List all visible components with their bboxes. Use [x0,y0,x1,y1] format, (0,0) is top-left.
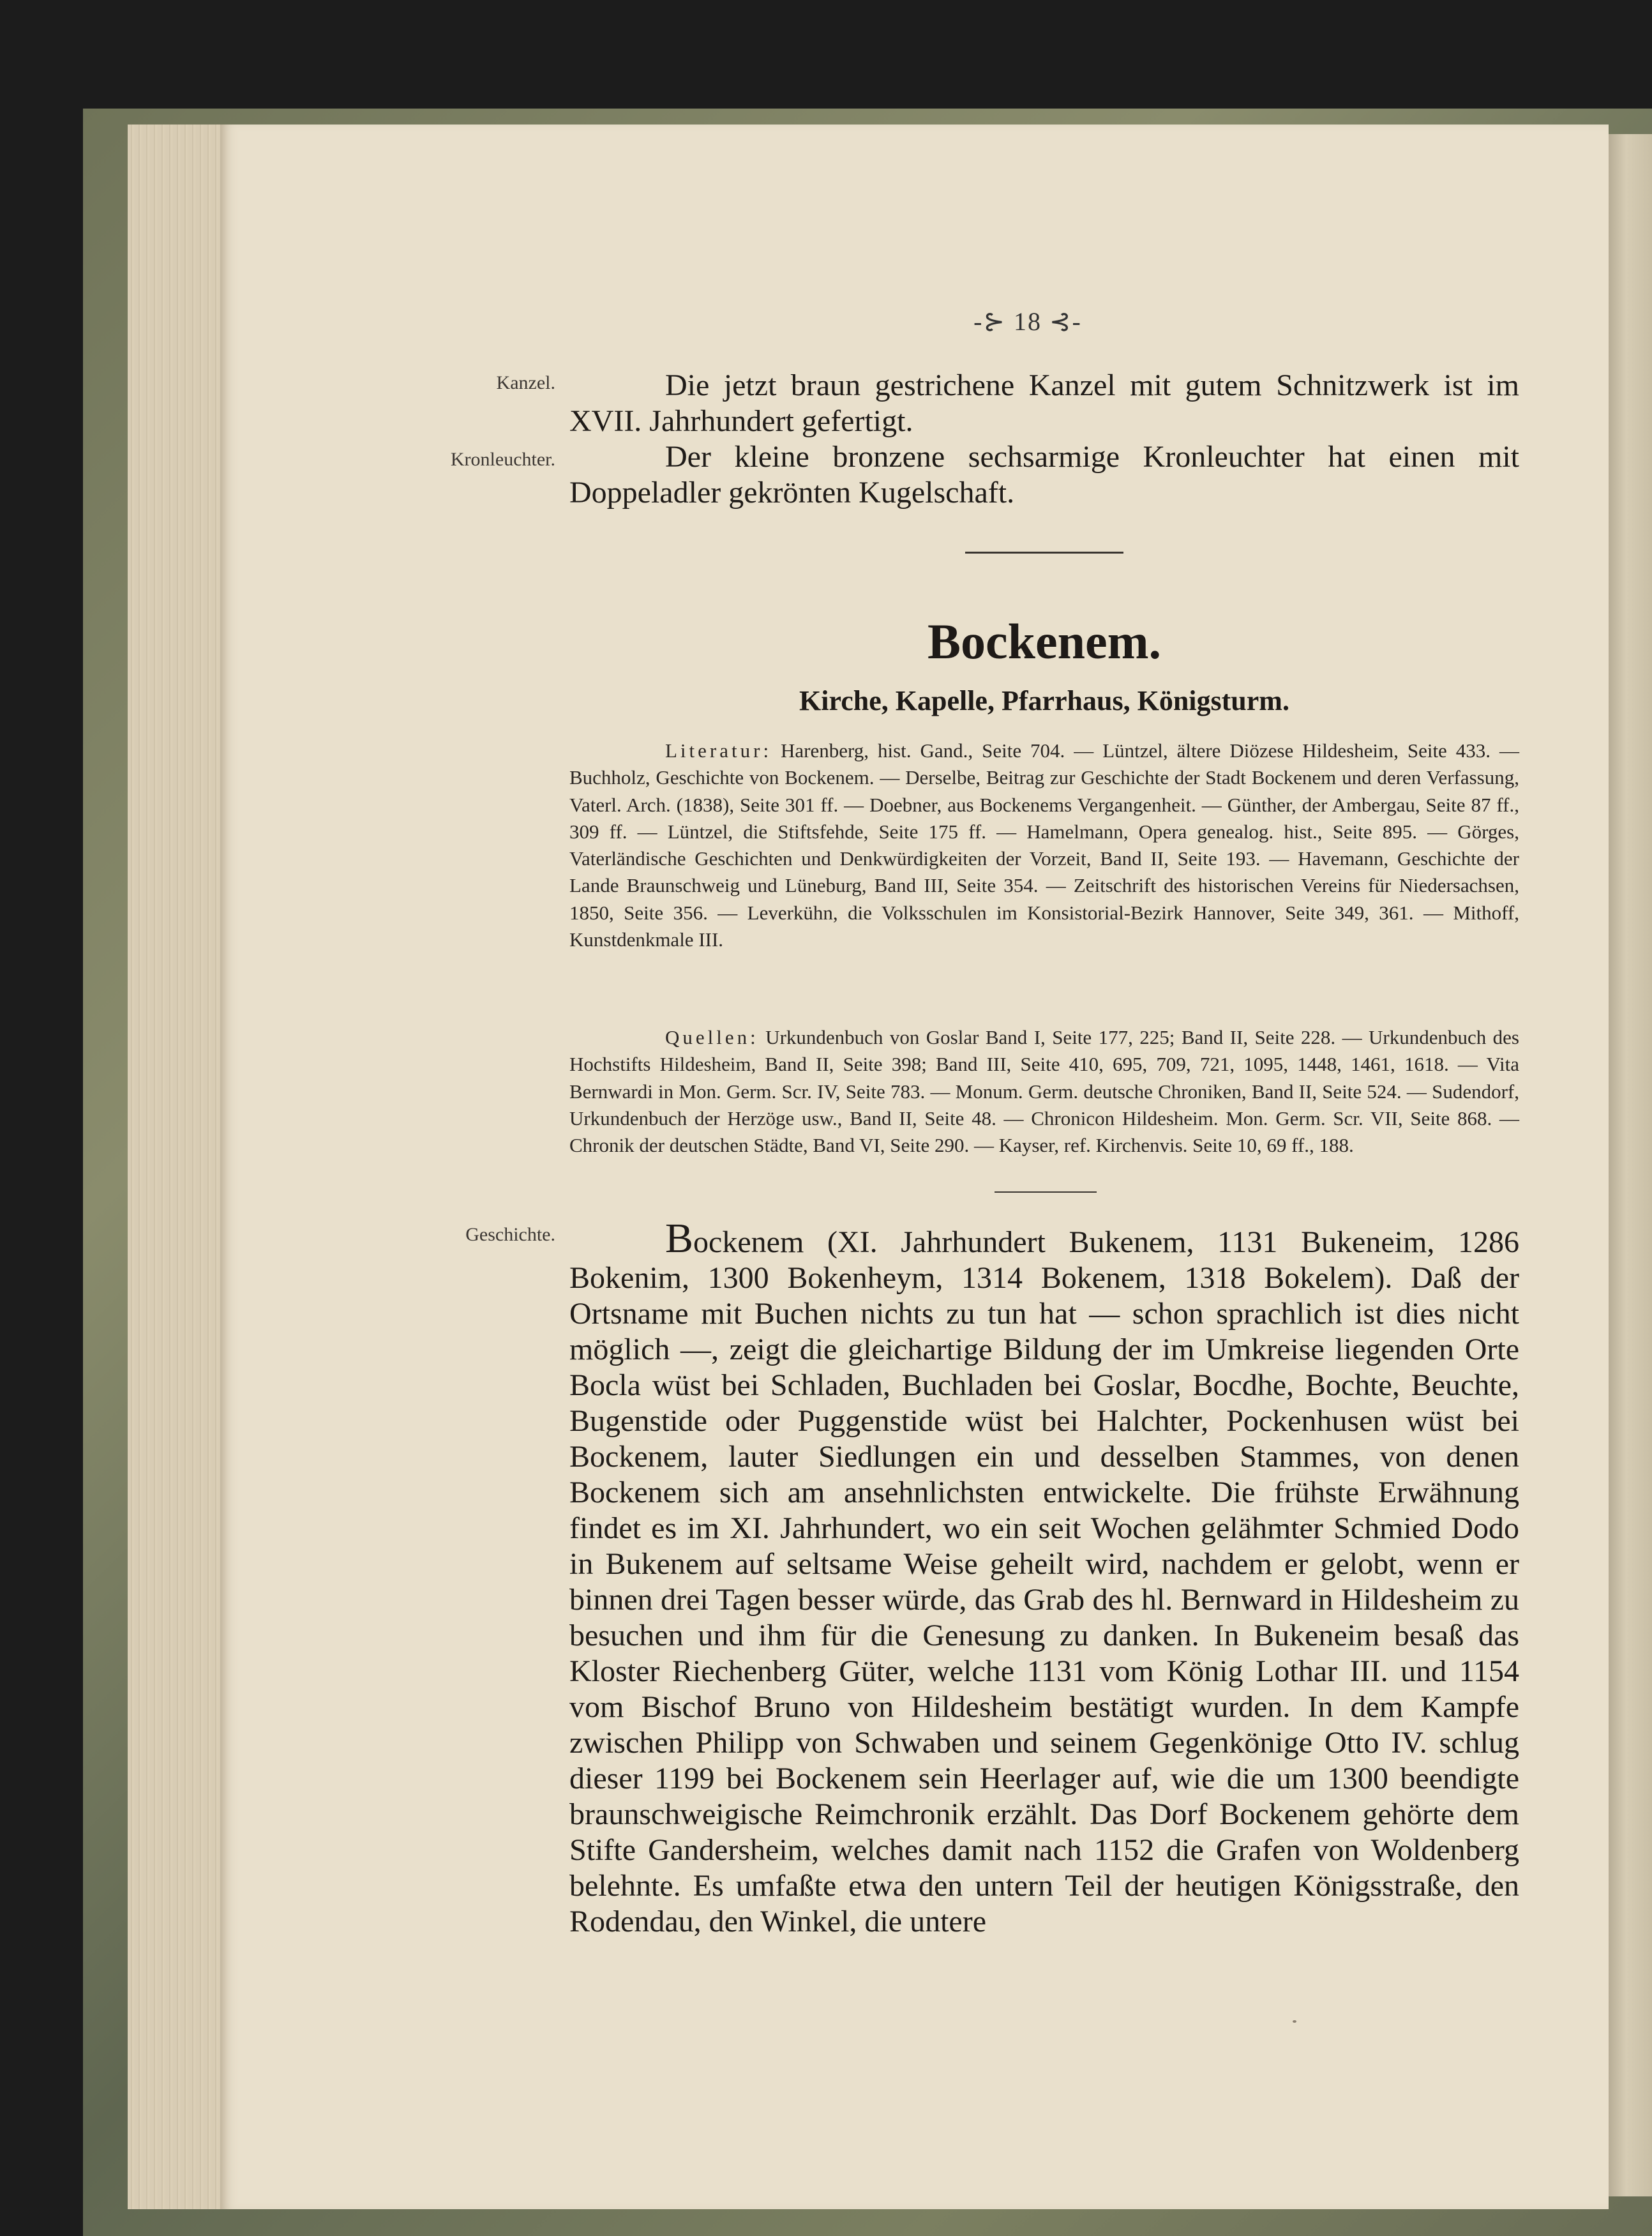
facing-page-edge [1609,134,1652,2196]
section-title: Bockenem. [927,614,1162,669]
section-divider [965,552,1123,554]
literature-text: Harenberg, hist. Gand., Seite 704. — Lüntzel, ältere Diözese Hildesheim, Seite 433. — Buchholz, Geschichte von Bockenem. — Derselbe, Beitrag zur Geschichte der Stadt Bockenem und deren Verfassung, Vaterl. Arch. (1838), Seite 301 ff. — Doebner, aus Bockenems Vergangenheit. — Günther, der Ambergau, Seite 87 ff., 309 ff. — Lüntzel, die Stiftsfehde, Seite 175 ff. — Hamelmann, Opera genealog. hist., Seite 895. — Görges, Vaterländische Geschichten und Denkwürdigkeiten der Vorzeit, Band II, Seite 193. — Havemann, Geschichte der Lande Braunschweig und Lüneburg, Band III, Seite 354. — Zeitschrift des historischen Vereins für Niedersachsen, 1850, Seite 356. — Leverkühn, die Volksschulen im Konsistorial-Bezirk Hannover, Seite 349, 361. — Mithoff, Kunstdenkmale III. [569,739,1519,951]
sources-divider [995,1191,1097,1193]
paper-speck [1293,2020,1296,2023]
margin-note-geschichte: Geschichte. [465,1224,555,1245]
sources-paragraph [569,1024,1519,1159]
paragraph-kanzel [569,368,1519,439]
history-initial: B [665,1215,694,1262]
literature-paragraph [569,737,1519,953]
sources-block [569,1024,1519,1159]
sources-label: Quellen: [665,1026,759,1048]
history-paragraph [569,1215,1519,1940]
paragraph-kronleuchter-text: Der kleine bronzene sechsarmige Kronleuchter hat einen mit Doppeladler gekrönten Kugelschaft. [569,440,1519,510]
paragraph-kanzel-text: Die jetzt braun gestrichene Kanzel mit gutem Schnitzwerk ist im XVII. Jahrhundert gefertigt. [569,368,1519,438]
paragraph-kronleuchter [569,439,1519,511]
margin-note-kronleuchter: Kronleuchter. [450,449,555,470]
page-number: -⊱ 18 ⊰- [973,307,1082,336]
margin-note-kanzel: Kanzel. [496,372,555,393]
literature-block [569,737,1519,953]
history-text: ockenem (XI. Jahrhundert Bukenem, 1131 Bukeneim, 1286 Bokenim, 1300 Bokenheym, 1314 Bokenem, 1318 Bokelem). Daß der Ortsname mit Buchen nichts zu tun hat — schon sprachlich ist dies nicht möglich —, zeigt die gleichartige Bildung der im Umkreise liegenden Orte Bocla wüst bei Schladen, Buchladen bei Goslar, Bocdhe, Bochte, Beuchte, Bugenstide oder Puggenstide wüst bei Halchter, Pockenhusen wüst bei Bockenem, lauter Siedlungen ein und desselben Stammes, von denen Bockenem sich am ansehnlichsten entwickelte. Die frühste Erwähnung findet es im XI. Jahrhundert, wo ein seit Wochen gelähmter Schmied Dodo in Bukenem auf seltsame Weise geheilt wird, nachdem er gelobt, wenn er binnen drei Tagen besser würde, das Grab des hl. Bernward in Hildesheim zu besuchen und ihm für die Genesung zu danken. In Bukeneim besaß das Kloster Riechenberg Güter, welche 1131 vom König Lothar III. und 1154 vom Bischof Bruno von Hildesheim bestätigt wurden. In dem Kampfe zwischen Philipp von Schwaben und seinem Gegenkönige Otto IV. schlug dieser 1199 bei Bockenem sein Heerlager auf, wie die um 1300 beendigte braunschweigische Reimchronik erzählt. Das Dorf Bockenem gehörte dem Stifte Gandersheim, welches damit nach 1152 die Grafen von Woldenberg belehnte. Es umfaßte etwa den untern Teil der heutigen Königsstraße, den Rodendau, den Winkel, die untere [569,1225,1519,1938]
literature-label: Literatur: [665,739,772,762]
sources-text: Urkundenbuch von Goslar Band I, Seite 177, 225; Band II, Seite 228. — Urkundenbuch des Hochstifts Hildesheim, Band II, Seite 398; Band III, Seite 410, 695, 709, 721, 1095, 1448, 1461, 1618. — Vita Bernwardi in Mon. Germ. Scr. IV, Seite 783. — Monum. Germ. deutsche Chroniken, Band II, Seite 524. — Sudendorf, Urkundenbuch der Herzöge usw., Band II, Seite 48. — Chronicon Hildesheim. Mon. Germ. Scr. VII, Seite 868. — Chronik der deutschen Städte, Band VI, Seite 290. — Kayser, ref. Kirchenvis. Seite 10, 69 ff., 188. [569,1026,1519,1157]
history-block [569,1215,1519,1940]
section-subtitle: Kirche, Kapelle, Pfarrhaus, Königsturm. [799,685,1289,716]
